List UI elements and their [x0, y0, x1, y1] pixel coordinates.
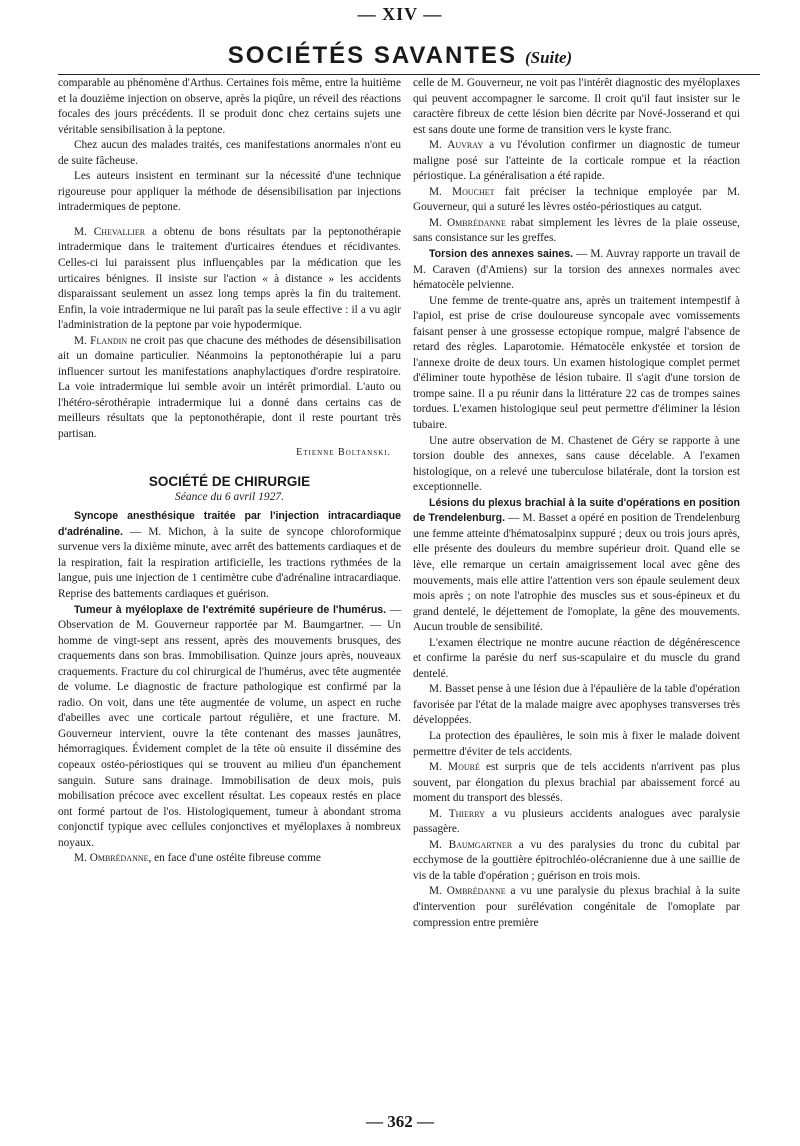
author-signature: Etienne Boltanski. [296, 446, 391, 458]
paragraph: M. Basset pense à une lésion due à l'épaulière de la table d'opération favorisée par l'état de la malade maigre avec apophyses transverses très développées. [413, 683, 740, 727]
speaker-name: M. Mouchet [429, 185, 495, 198]
paragraph-text: — Observation de M. Gouverneur rapportée par M. Baumgartner. — Un homme de vingt-sept ans ressent, après des mouvements brusques, des craquements dans son bras. Immobilisation. Quinze jours après, nouveaux craquements. Fracture du col chirurgical de l'humérus, avec tête augmentée de volume. Le diagnostic de fracture pathologique est confirmé par la radio. On voit, dans une tête augmentée de volume, un aspect en ruche d'abeilles avec une corticale partout régulière, et une fracture. M. Gouverneur intervient, ouvre la tête contenant des masses jaunâtres, hémorragiques. Évidement complet de la tête où ensuite il dissémine des copeaux ostéo-périostiques qui se trouvent au milieu d'un épanchement sanguin. Suture sans drainage. Immobilisation de deux mois, puis mobilisation précoce avec excellent résultat. Les copeaux restés en place ont formé partout de l'os. Histologiquement, tumeur à abondant stroma conjonctif typique avec cellules conjonctives et myéloplaxes à nombreux noyaux. [58, 603, 401, 849]
paragraph: Une femme de trente-quatre ans, après un traitement intempestif à l'apiol, est prise de crise douloureuse syncopale avec vomissements faisant penser à une grossesse ectopique rompue, malgré l'absence de retard des règles. Laparotomie. Hématocèle enkystée et torsion de l'annexe droite de deux tours. Un examen histologique complet permet d'éliminer toute hypothèse de lésion tubaire. Il s'agit d'une torsion de trompe saine. Il a pu réunir dans la littérature 22 cas de trompes saines tordues. L'examen histologique seul peut permettre d'éliminer la lésion tubaire. [413, 294, 740, 432]
paragraph-text: a vu l'évolution confirmer un diagnostic de tumeur maligne posé sur l'atteinte de la corticale rompue et la réaction périostique. La généralisation a été rapide. [413, 139, 740, 183]
banner-suite: (Suite) [524, 48, 573, 67]
paragraph [58, 603, 401, 852]
article-title: Lésions du plexus brachial à la suite d'opérations en position de Trendelenburg. [413, 496, 740, 525]
paragraph: celle de M. Gouverneur, ne voit pas l'intérêt diagnostic des myéloplaxes qui peuvent accompagner le sarcome. Il croit qu'il faut insister sur le caractère fibreux de cette lésion bien décrite par Nové-Josserand et qui est sans doute une forme de transition vers le kyste franc. [413, 77, 740, 136]
paragraph-text: — M. Auvray rapporte un travail de M. Caraven (d'Amiens) sur la torsion des annexes normales avec hématocèle pelvienne. [413, 248, 740, 292]
article-title: Tumeur à myéloplaxe de l'extrémité supérieure de l'humérus. [74, 603, 387, 616]
paragraph: Les auteurs insistent en terminant sur la nécessité d'une technique rigoureuse pour appliquer la méthode de désensibilisation par injections intradermiques de peptone. [58, 170, 401, 214]
paragraph-text: fait préciser la technique employée par M. Gouverneur, qui a suturé les lèvres ostéo-périostiques au catgut. [413, 185, 740, 214]
paragraph [413, 496, 740, 636]
paragraph-text: en face d'une ostéite fibreuse comme [151, 852, 321, 865]
section-title: SOCIÉTÉ DE CHIRURGIE [148, 474, 311, 490]
paragraph-text: a vu des paralysies du tronc du cubital par ecchymose de la gouttière épitrochléo-olécranienne due à une saillie de vis de la table d'opération ; guérison en trois mois. [413, 838, 740, 882]
paragraph [58, 225, 401, 334]
paragraph-text: — M. Michon, à la suite de syncope chloroformique survenue vers la dixième minute, avec arrêt des battements cardiaques et de la respiration, fait la respiration artificielle, les tractions rythmées de la langue, puis une injection de 1 centimètre cube d'adrénaline intracardiaque. Reprise des battements cardiaques et guérison. [58, 525, 401, 600]
paragraph-text: a vu une paralysie du plexus brachial à la suite d'intervention pour surélévation congénitale de l'omoplate par compression entre première [413, 885, 740, 929]
paragraph [58, 509, 401, 602]
paragraph [413, 760, 740, 807]
speaker-name: M. Chevallier [74, 225, 146, 238]
section-date: Séance du 6 avril 1927. [175, 490, 284, 503]
paragraph [413, 247, 740, 294]
paragraph: La protection des épaulières, le soin mis à fixer le malade doivent permettre d'éviter de tels accidents. [413, 729, 740, 758]
banner-title: SOCIÉTÉS SAVANTES [227, 42, 517, 69]
paragraph [413, 884, 740, 931]
paragraph: Une autre observation de M. Chastenet de Géry se rapporte à une torsion double des annexes, sans cause décelable. A l'examen histologique, on a relevé une tuberculose bilatérale, dont la torsion est exceptionnelle. [413, 434, 740, 494]
speaker-name: M. Ombrédanne [429, 216, 506, 229]
speaker-name: M. Ombrédanne, [74, 852, 152, 865]
speaker-name: M. Baumgartner [429, 838, 513, 851]
speaker-name: M. Thierry [429, 807, 485, 820]
paragraph-text: — M. Basset a opéré en position de Trendelenburg une femme atteinte d'hématosalpinx suppuré ; deux ou trois jours après, elle présente des douleurs du membre supérieur droit. Quand elle se lève, elle remarque un certain amaigrissement local avec gêne des mouvements, mais elle attire l'attention vers son épaule seulement deux mois après ; on note l'atrophie des muscles sus et sous-épineux et du grand dentelé, le déjettement de l'omoplate, la gêne des mouvements. Aucun trouble de sensibilité. [413, 512, 741, 634]
page-number-top: — XIV — [357, 4, 443, 24]
article-title: Syncope anesthésique traitée par l'injection intracardiaque d'adrénaline. [58, 510, 401, 538]
article-title: Torsion des annexes saines. [429, 248, 574, 261]
paragraph-text: a obtenu de bons résultats par la peptonothérapie intradermique dans le traitement d'urticaires étendues et récidivantes. Celles-ci lui paraissent plus influençables par la médication que les urticaires bénignes. Il insiste sur l'action « à distance » les accidents disparaissant seulement un assez long temps après la fin du traitement. Enfin, la voie intradermique ne lui paraît pas la seule effective : il a vu agir l'administration de la peptone par voie hypodermique. [58, 225, 401, 332]
paragraph-text: rabat simplement les lèvres de la plaie osseuse, sans consistance sur les greffes. [413, 216, 740, 245]
paragraph [58, 851, 401, 867]
paragraph-text: a vu plusieurs accidents analogues avec paralysie passagère. [413, 807, 740, 836]
speaker-name: M. Auvray [429, 139, 484, 152]
paragraph [413, 838, 740, 885]
paragraph [413, 216, 740, 247]
paragraph-text: est surpris que de tels accidents n'arrivent pas plus souvent, par élongation du plexus brachial par abaissement forcé au moment du transport des blessés. [413, 761, 741, 805]
left-column [58, 76, 401, 867]
speaker-name: M. Ombrédanne [429, 885, 506, 898]
paragraph [413, 138, 740, 185]
page-number-bottom: — 362 — [366, 1112, 434, 1131]
paragraph: L'examen électrique ne montre aucune réaction de dégénérescence et confirme la parésie du nerf sus-scapulaire et du muscle du grand dentelé. [413, 636, 740, 680]
paragraph [413, 807, 740, 838]
speaker-name: M. Flandin [74, 334, 128, 347]
paragraph: Chez aucun des malades traités, ces manifestations anormales n'ont eu de suite fâcheuse. [58, 139, 401, 167]
right-column [413, 76, 740, 931]
paragraph-text: ne croit pas que chacune des méthodes de désensibilisation ait un domaine particulier. Néanmoins la peptonothérapie lui a paru influencer surtout les manifestations anaphylactiques d'ordre respiratoire. La voie intradermique lui semble avoir un intérêt primordial. L'auto ou l'hétéro-sérothérapie intradermique lui a donné dans certains cas de meilleurs résultats que la peptonothérapie, dont il reste pourtant très partisan. [58, 334, 401, 441]
paragraph [58, 334, 401, 443]
header-rule [58, 74, 760, 75]
journal-banner [0, 42, 800, 70]
paragraph [413, 185, 740, 216]
paragraph: comparable au phénomène d'Arthus. Certaines fois même, entre la huitième et la douzième injection on observe, après la piqûre, un réveil des réactions focales des jours précédents. Il se produit donc chez certains sujets une véritable sensibilisation à la peptone. [58, 77, 401, 136]
speaker-name: M. Mouré [429, 761, 480, 774]
